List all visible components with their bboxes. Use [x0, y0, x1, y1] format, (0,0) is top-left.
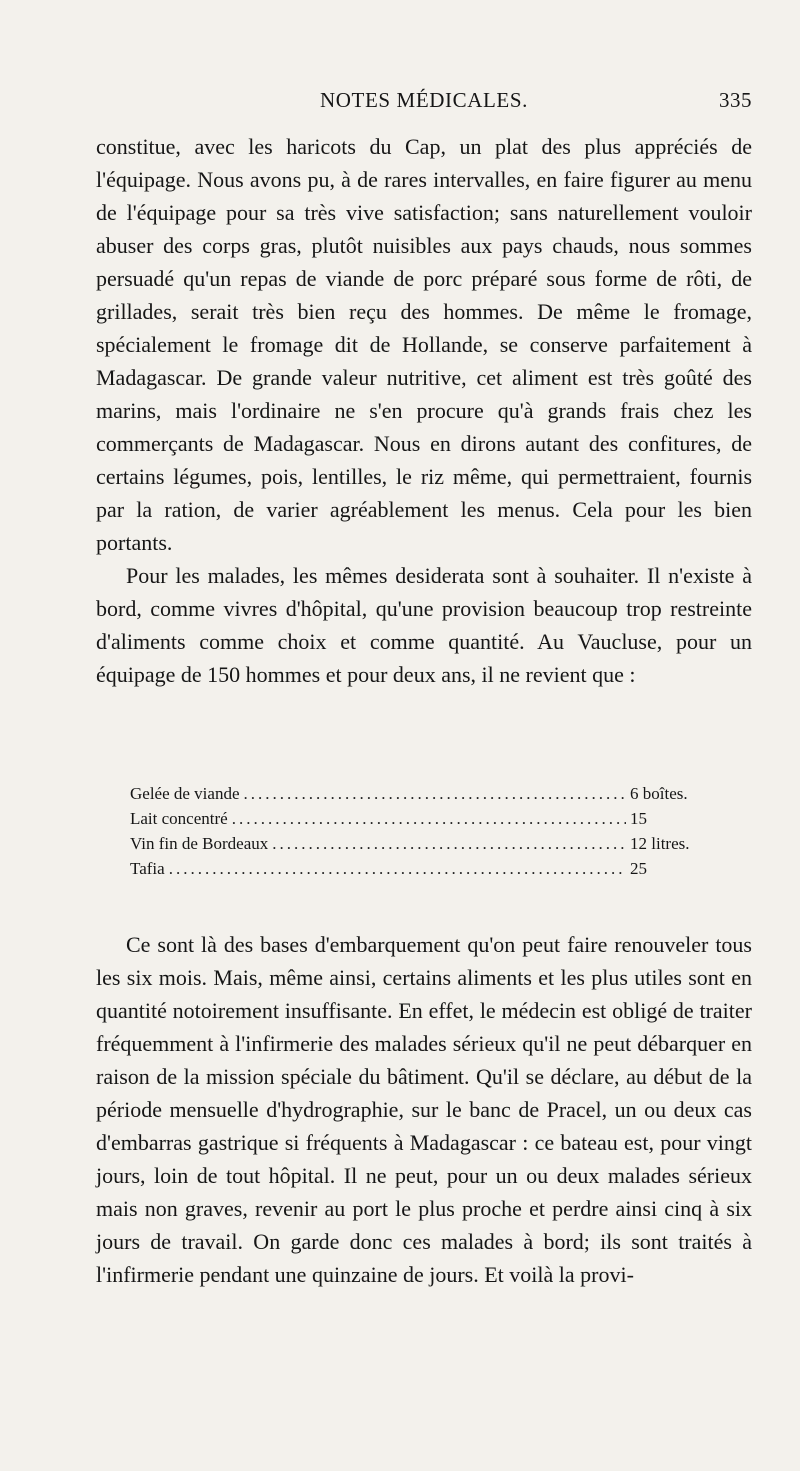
- provision-quantity: 25: [630, 859, 647, 878]
- dot-leader: [244, 784, 627, 804]
- dot-leader: [169, 859, 626, 879]
- provision-row: [130, 784, 730, 809]
- provision-item: Tafia: [130, 859, 165, 878]
- dot-leader: [272, 834, 626, 854]
- provision-row: [130, 859, 730, 884]
- provision-item: Vin fin de Bordeaux: [130, 834, 269, 853]
- provision-item: Lait concentré: [130, 809, 228, 828]
- page-number: 335: [719, 88, 752, 112]
- dot-leader: [232, 809, 626, 829]
- provision-quantity: 12 litres.: [630, 834, 690, 853]
- body-text-top: [96, 130, 752, 691]
- running-title: NOTES MÉDICALES.: [320, 88, 528, 112]
- provision-row: [130, 834, 730, 859]
- paragraph: constitue, avec les haricots du Cap, un plat des plus appréciés de l'équipage. Nous avons pu, à de rares intervalles, en faire figurer au menu de l'équipage pour sa très vive satisfaction; sans naturellement vouloir abuser des corps gras, plutôt nuisibles aux pays chauds, nous sommes persuadé qu'un repas de viande de porc préparé sous forme de rôti, de grillades, serait très bien reçu des hommes. De même le fromage, spécialement le fromage dit de Hollande, se conserve parfaitement à Madagascar. De grande valeur nutritive, cet aliment est très goûté des marins, mais l'ordinaire ne s'en procure qu'à grands frais chez les commerçants de Madagascar. Nous en dirons autant des confitures, de certains légumes, pois, lentilles, le riz même, qui permettraient, fournis par la ration, de varier agréablement les menus. Cela pour les bien portants.: [96, 134, 752, 555]
- provision-item: Gelée de viande: [130, 784, 240, 803]
- provision-quantity: 6 boîtes.: [630, 784, 688, 803]
- provision-quantity: 15: [630, 809, 647, 828]
- body-text-bottom: [96, 928, 752, 1291]
- provision-list: [130, 784, 730, 884]
- provision-row: [130, 809, 730, 834]
- paragraph: Pour les malades, les mêmes desiderata sont à souhaiter. Il n'existe à bord, comme vivres d'hôpital, qu'une provision beaucoup trop restreinte d'aliments comme choix et comme quantité. Au Vaucluse, pour un équipage de 150 hommes et pour deux ans, il ne revient que :: [96, 563, 752, 687]
- page-header: [96, 88, 752, 118]
- paragraph: Ce sont là des bases d'embarquement qu'on peut faire renouveler tous les six mois. Mais, même ainsi, certains aliments et les plus utiles sont en quantité notoirement insuffisante. En effet, le médecin est obligé de traiter fréquemment à l'infirmerie des malades sérieux qu'il ne peut débarquer en raison de la mission spéciale du bâtiment. Qu'il se déclare, au début de la période mensuelle d'hydrographie, sur le banc de Pracel, un ou deux cas d'embarras gastrique si fréquents à Madagascar : ce bateau est, pour vingt jours, loin de tout hôpital. Il ne peut, pour un ou deux malades sérieux mais non graves, revenir au port le plus proche et perdre ainsi cinq à six jours de travail. On garde donc ces malades à bord; ils sont traités à l'infirmerie pendant une quinzaine de jours. Et voilà la provi-: [96, 932, 752, 1287]
